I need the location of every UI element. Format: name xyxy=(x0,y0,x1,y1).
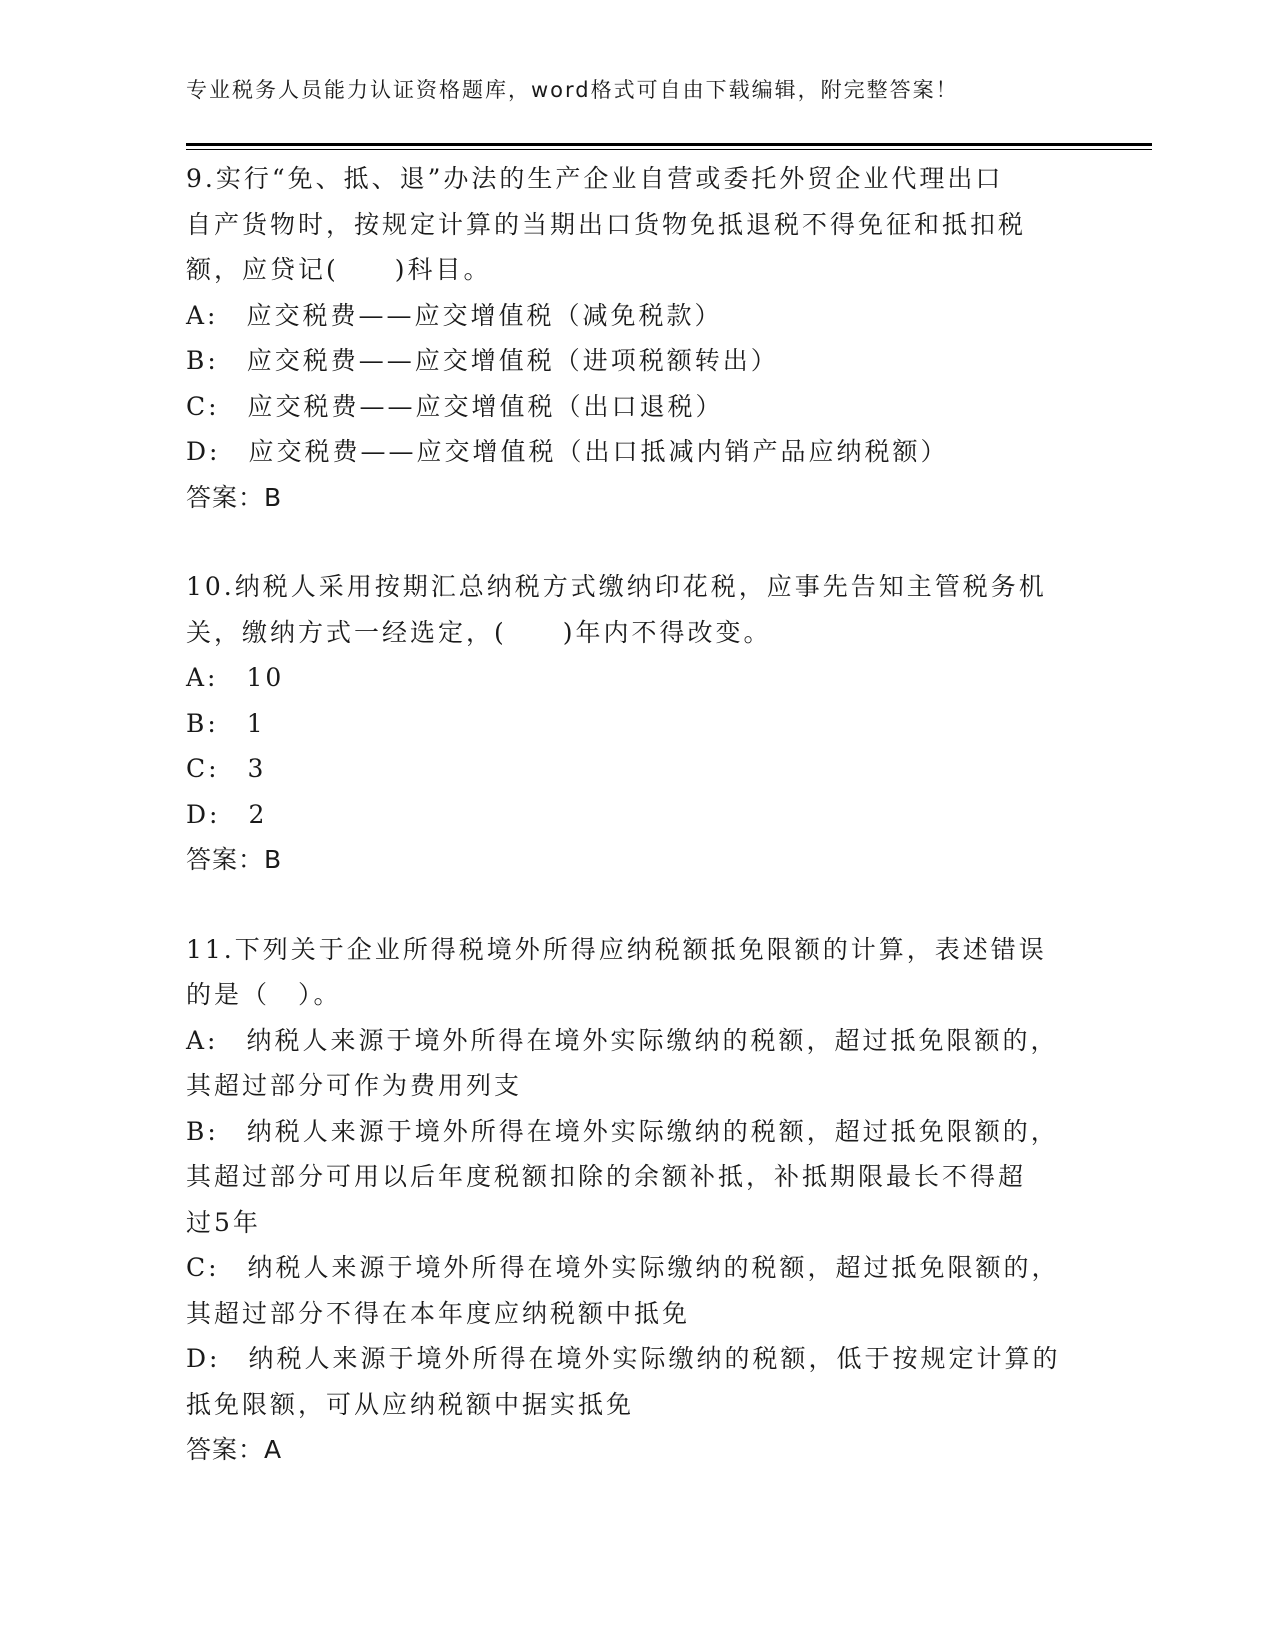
page-header: 专业税务人员能力认证资格题库，word格式可自由下载编辑，附完整答案！ xyxy=(186,78,959,102)
option-d: D: 应交税费——应交增值税（出口抵减内销产品应纳税额） xyxy=(186,437,949,466)
question-list xyxy=(186,156,1086,1473)
question-stem-line: 额，应贷记( )科目。 xyxy=(186,255,492,284)
option-d: D: 2 xyxy=(186,799,268,829)
question-stem-line: 9.实行“免、抵、退”办法的生产企业自营或委托外贸企业代理出口 xyxy=(186,164,1004,193)
option-c-continued: 其超过部分不得在本年度应纳税额中抵免 xyxy=(186,1298,691,1328)
option-b-continued: 过5年 xyxy=(186,1207,261,1237)
option-a: A: 纳税人来源于境外所得在境外实际缴纳的税额，超过抵免限额的， xyxy=(186,1025,1059,1055)
answer: 答案：B xyxy=(186,845,283,874)
question-10 xyxy=(186,564,1086,883)
header-rule-thick xyxy=(186,143,1152,146)
question-9 xyxy=(186,156,1086,520)
header-rule-thin xyxy=(186,149,1152,150)
question-stem-line: 关，缴纳方式一经选定，( )年内不得改变。 xyxy=(186,617,772,647)
option-b: B: 应交税费——应交增值税（进项税额转出） xyxy=(186,346,779,375)
option-a: A: 应交税费——应交增值税（减免税款） xyxy=(186,300,723,330)
question-stem-line: 的是（ ）。 xyxy=(186,980,342,1009)
option-c: C: 应交税费——应交增值税（出口退税） xyxy=(186,391,724,421)
question-stem-line: 10.纳税人采用按期汇总纳税方式缴纳印花税，应事先告知主管税务机 xyxy=(186,572,1047,601)
option-c: C: 纳税人来源于境外所得在境外实际缴纳的税额，超过抵免限额的， xyxy=(186,1253,1060,1282)
question-spacer xyxy=(186,520,1086,564)
option-b: B: 1 xyxy=(186,708,266,738)
question-spacer xyxy=(186,883,1086,927)
option-d-continued: 抵免限额，可从应纳税额中据实抵免 xyxy=(186,1389,635,1419)
option-c: C: 3 xyxy=(186,754,267,783)
option-d: D: 纳税人来源于境外所得在境外实际缴纳的税额，低于按规定计算的 xyxy=(186,1344,1061,1373)
question-stem-line: 自产货物时，按规定计算的当期出口货物免抵退税不得免征和抵扣税 xyxy=(186,209,1027,239)
option-a: A: 10 xyxy=(186,663,285,692)
option-b-continued: 其超过部分可用以后年度税额扣除的余额补抵，补抵期限最长不得超 xyxy=(186,1162,1027,1191)
option-a-continued: 其超过部分可作为费用列支 xyxy=(186,1071,523,1100)
question-stem-line: 11.下列关于企业所得税境外所得应纳税额抵免限额的计算，表述错误 xyxy=(186,934,1047,964)
answer: 答案：B xyxy=(186,482,283,512)
option-b: B: 纳税人来源于境外所得在境外实际缴纳的税额，超过抵免限额的， xyxy=(186,1116,1059,1146)
answer: 答案：A xyxy=(186,1435,283,1464)
question-11 xyxy=(186,927,1086,1473)
